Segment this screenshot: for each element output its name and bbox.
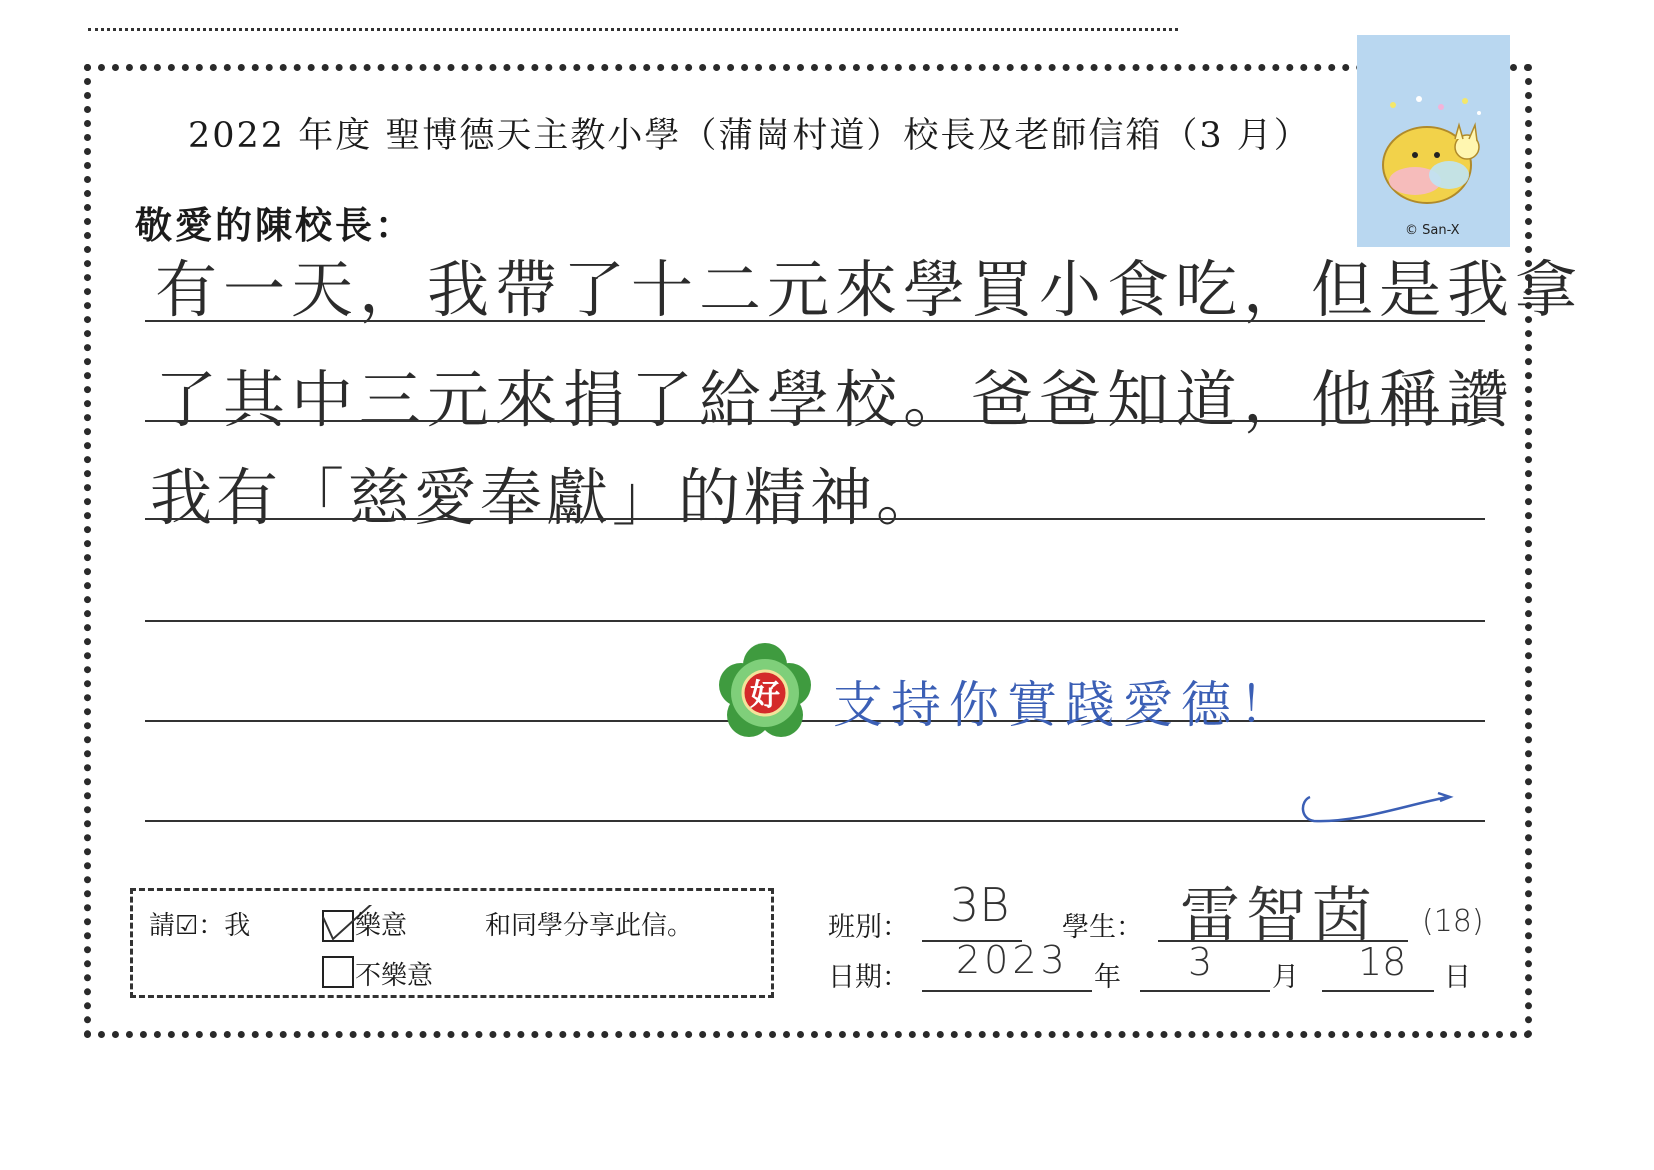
top-dotted-edge [88, 28, 1178, 31]
student-name-value: 雷智茵 [1180, 881, 1378, 951]
teacher-signature [1296, 783, 1456, 833]
day-unit: 日 [1444, 962, 1471, 993]
share-option-suffix: 和同學分享此信。 [485, 911, 694, 941]
writing-rule [145, 420, 1485, 422]
month-value: 3 [1188, 940, 1213, 984]
writing-rule [145, 620, 1485, 622]
student-name-label: 學生： [1062, 912, 1143, 943]
day-underline [1322, 990, 1434, 992]
disagree-checkbox[interactable] [319, 955, 357, 993]
date-label: 日期： [828, 962, 909, 993]
letter-line-3: 我有「慈愛奉獻」的精神。 [150, 461, 943, 534]
stamp-text: 好 [750, 678, 780, 713]
agree-label: 樂意 [355, 911, 408, 941]
page-title: 2022 年度 聖博德天主教小學（蒲崗村道）校長及老師信箱（3 月） [188, 116, 1311, 156]
student-number: (18) [1422, 904, 1484, 939]
disagree-label: 不樂意 [355, 961, 434, 991]
writing-rule [145, 320, 1485, 322]
letter-line-1: 有一天，我帶了十二元來學買小食吃，但是我拿 [155, 253, 1584, 326]
month-underline [1140, 990, 1270, 992]
month-unit: 月 [1272, 962, 1299, 993]
letter-greeting: 敬愛的陳校長： [135, 203, 415, 247]
share-option-prefix: 請☑：我 [149, 911, 251, 941]
good-stamp [713, 643, 817, 747]
letter-line-2: 了其中三元來捐了給學校。爸爸知道，他稱讚 [155, 363, 1516, 436]
sticker-character-icon [1379, 95, 1489, 215]
sticker [1357, 35, 1510, 247]
day-value: 18 [1358, 940, 1407, 984]
year-underline [922, 990, 1092, 992]
writing-rule [145, 820, 1485, 822]
sticker-copyright: © San-X [1405, 223, 1460, 238]
teacher-reply: 支持你實踐愛德！ [833, 676, 1297, 734]
year-unit: 年 [1094, 962, 1121, 993]
share-option-box [130, 888, 774, 998]
class-label: 班別： [828, 912, 909, 943]
year-value: 2023 [956, 938, 1069, 982]
class-value: 3B [950, 878, 1010, 932]
writing-rule [145, 518, 1485, 520]
